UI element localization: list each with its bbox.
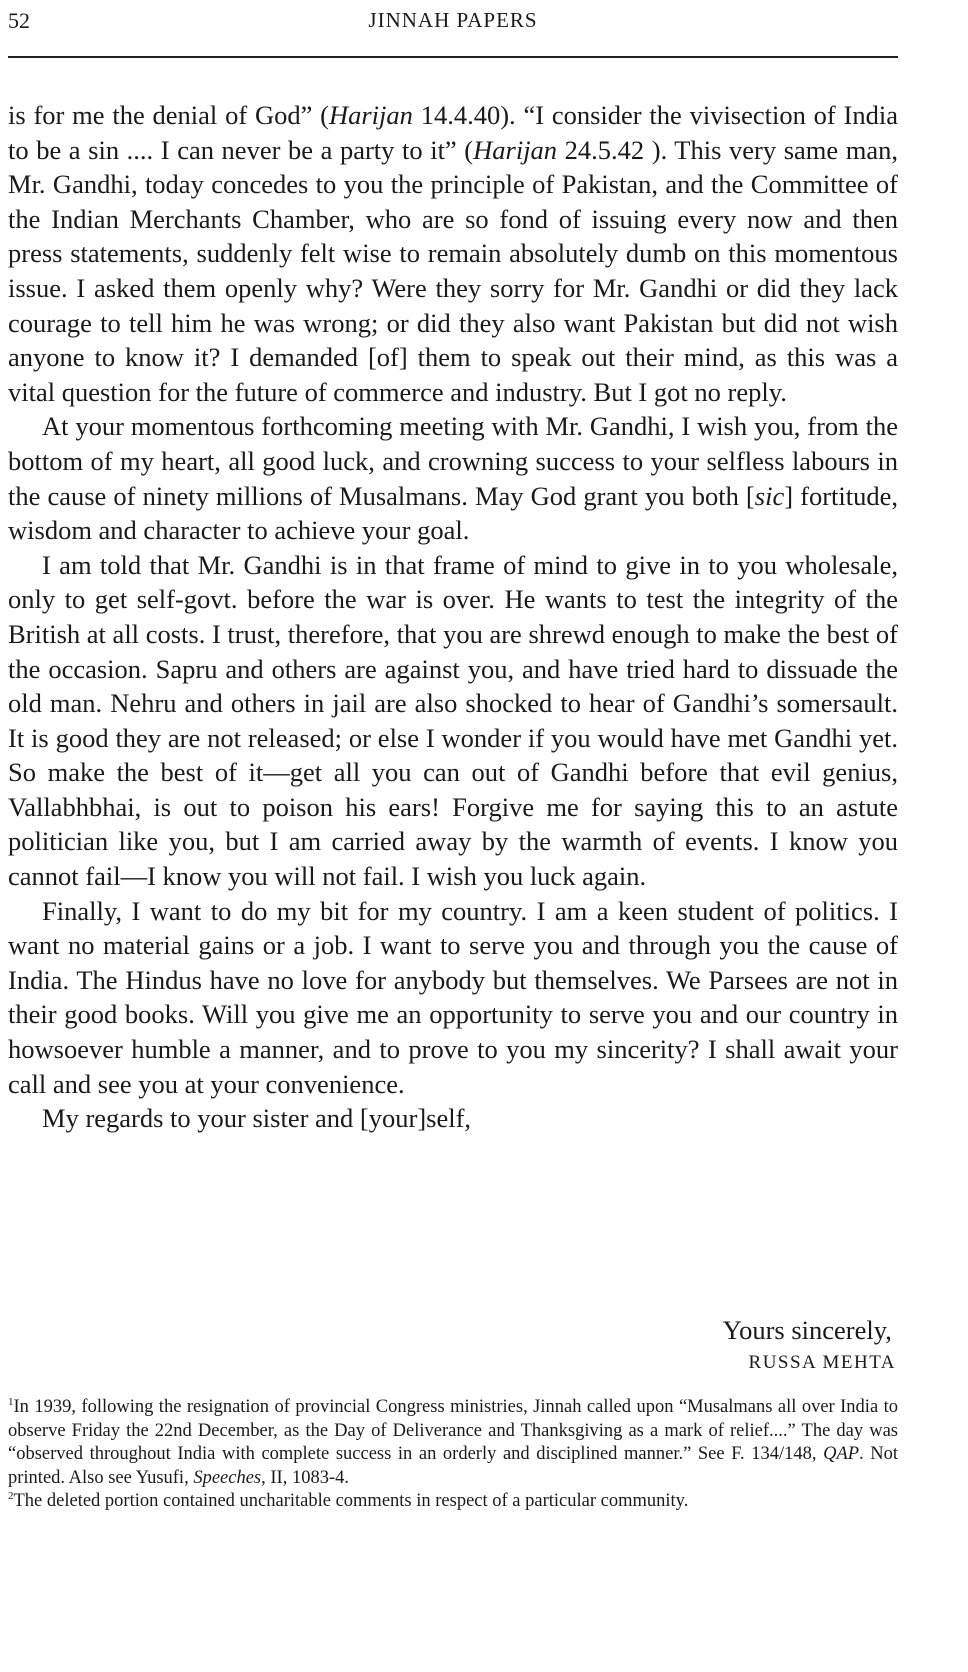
footnotes xyxy=(8,1396,898,1514)
footnote-1-text-b: . Not printed. Also see Yusufi, xyxy=(8,1444,899,1488)
letter-closing xyxy=(719,1312,896,1378)
footnote-1-marker: 1 xyxy=(8,1395,14,1408)
running-head: JINNAH PAPERS xyxy=(368,8,538,32)
paragraph-2-text-b: ] fortitude, wisdom and character to achieve your goal. xyxy=(8,480,898,546)
footnote-2-marker: 2 xyxy=(8,1490,14,1503)
paragraph-1-text-c: 24.5.42 ). This very same man, Mr. Gandhi, today concedes to you the principle of Pakistan, and the Committee of the Indian Merchants Chamber, who are so fond of issuing every now and then press statements, suddenly felt wise to remain absolutely dumb on this momentous issue. I asked them openly why? Were they sorry for Mr. Gandhi or did they lack courage to tell him he was wrong; or did they also want Pakistan but did not wish anyone to know it? I demanded [of] them to speak out their mind, as this was a vital question for the future of commerce and industry. But I got no reply. xyxy=(8,134,898,407)
paragraph-1-text-b: 14.4.40). “I consider the vivisection of India to be a sin .... I can never be a party to it” ( xyxy=(8,100,898,165)
paragraph-1-italic-a: Harijan xyxy=(328,100,413,130)
page-number: 52 xyxy=(8,8,30,33)
footnote-1-text-a: In 1939, following the resignation of provincial Congress ministries, Jinnah called upon “Musalmans all over India to observe Friday the 22nd December, as the Day of Deliverance and Thanksgiving as a mark of relief....” The day was “observed throughout India with complete success in an orderly and disciplined manner.” See F. 134/148, xyxy=(8,1397,898,1465)
paragraph-4: Finally, I want to do my bit for my country. I am a keen student of politics. I want no material gains or a job. I want to serve you and through you the cause of India. The Hindus have no love for anybody but themselves. We Parsees are not in their good books. Will you give me an opportunity to serve you and our country in howsoever humble a manner, and to prove to you my sincerity? I shall await your call and see you at your convenience. xyxy=(8,895,898,1099)
footnote-1-italic-b: Speeches xyxy=(193,1467,262,1488)
footnote-1 xyxy=(8,1396,898,1490)
paragraph-1-italic-b: Harijan xyxy=(473,134,558,165)
paragraph-5: My regards to your sister and [your]self, xyxy=(42,1103,472,1134)
signer-name: RUSSA MEHTA xyxy=(748,1352,896,1373)
header-rule xyxy=(8,56,898,58)
paragraph-2-italic: sic xyxy=(754,480,785,511)
paragraph-1 xyxy=(8,98,898,409)
paragraph-3: I am told that Mr. Gandhi is in that frame of mind to give in to you wholesale, only to get self-govt. before the war is over. He wants to test the integrity of the British at all costs. I trust, therefore, that you are shrewd enough to make the best of the occasion. Sapru and others are against you, and have tried hard to dissuade the old man. Nehru and others in jail are also shocked to hear of Gandhi’s somersault. It is good they are not released; or else I wonder if you would have met Gandhi yet. So make the best of it—get all you can out of Gandhi before that evil genius, Vallabhbhai, is out to poison his ears! Forgive me for saying this to an astute politician like you, but I am carried away by the warmth of events. I know you cannot fail—I know you will not fail. I wish you luck again. xyxy=(8,549,898,892)
footnote-2-text: The deleted portion contained uncharitable comments in respect of a particular community. xyxy=(13,1491,689,1512)
valediction: Yours sincerely, xyxy=(722,1315,892,1345)
paragraph-1-text-a: is for me the denial of God” ( xyxy=(8,100,329,130)
paragraph-2-text-a: At your momentous forthcoming meeting with Mr. Gandhi, I wish you, from the bottom of my heart, all good luck, and crowning success to your selfless labours in the cause of ninety millions of Musalmans. May God grant you both [ xyxy=(8,411,898,511)
footnote-1-italic-a: QAP xyxy=(823,1444,860,1465)
footnote-2 xyxy=(8,1490,898,1514)
letter-body xyxy=(8,98,898,1136)
page-header xyxy=(8,8,898,48)
footnote-1-text-c: , II, 1083-4. xyxy=(261,1467,349,1488)
paragraph-2 xyxy=(8,409,898,547)
